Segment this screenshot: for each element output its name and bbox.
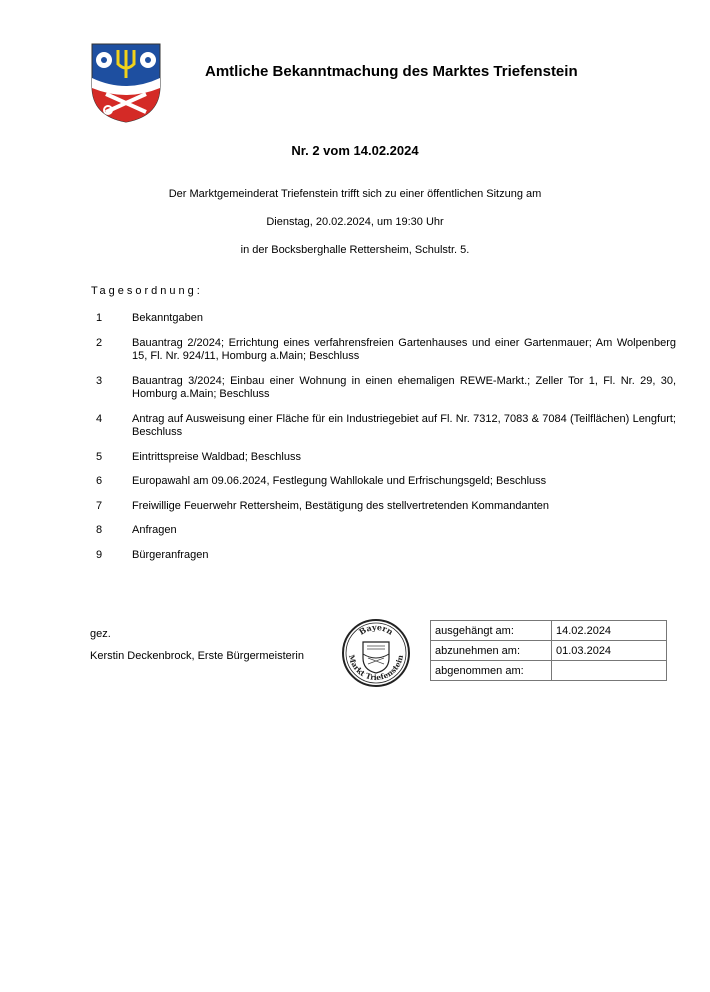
intro-line-2: Dienstag, 20.02.2024, um 19:30 Uhr <box>266 216 444 228</box>
agenda-item-text: Bekanntgaben <box>132 312 203 324</box>
agenda-item-number: 9 <box>96 548 103 561</box>
removed-on-value <box>552 661 667 681</box>
agenda-item-number: 4 <box>96 412 103 425</box>
remove-on-value: 01.03.2024 <box>552 641 667 661</box>
agenda-item-number: 3 <box>96 374 103 387</box>
seal-bottom-text: Markt Triefenstein <box>346 653 405 683</box>
removed-on-label: abgenommen am: <box>431 661 552 681</box>
agenda-item <box>96 451 676 465</box>
agenda-item-number: 8 <box>96 524 103 536</box>
agenda-item-text: Antrag auf Ausweisung einer Fläche für ein Industriegebiet auf Fl. Nr. 7312, 7083 & 7084 (Teilflächen) Lengfurt; Beschluss <box>132 412 676 438</box>
agenda-item-text: Anfragen <box>132 524 177 536</box>
agenda-list <box>96 312 676 573</box>
posting-record-table <box>430 620 667 681</box>
posted-on-label: ausgehängt am: <box>431 621 552 641</box>
agenda-item <box>96 524 676 538</box>
agenda-item <box>96 500 676 514</box>
agenda-item <box>96 337 676 364</box>
agenda-heading: Tagesordnung: <box>91 285 203 297</box>
document-title: Amtliche Bekanntmachung des Marktes Triefenstein <box>205 63 578 80</box>
official-seal-icon <box>341 618 411 688</box>
table-row <box>431 641 667 661</box>
agenda-item-text: Eintrittspreise Waldbad; Beschluss <box>132 450 301 463</box>
agenda-item-text: Bürgeranfragen <box>132 548 209 561</box>
table-row <box>431 661 667 681</box>
agenda-item <box>96 375 676 402</box>
agenda-item-number: 6 <box>96 475 103 487</box>
signatory-name: Kerstin Deckenbrock, Erste Bürgermeisterin <box>90 650 304 662</box>
agenda-item-number: 2 <box>96 336 103 349</box>
agenda-item <box>96 475 676 489</box>
intro-line-1: Der Marktgemeinderat Triefenstein trifft sich zu einer öffentlichen Sitzung am <box>168 188 542 200</box>
intro-line-3: in der Bocksberghalle Rettersheim, Schulstr. 5. <box>240 244 470 256</box>
coat-of-arms-icon <box>90 42 162 124</box>
signature-prefix: gez. <box>90 628 111 640</box>
announcement-number: Nr. 2 vom 14.02.2024 <box>291 143 419 158</box>
agenda-item-text: Freiwillige Feuerwehr Rettersheim, Bestätigung des stellvertretenden Kommandanten <box>132 499 549 512</box>
agenda-item-number: 1 <box>96 312 103 324</box>
agenda-item <box>96 549 676 563</box>
agenda-item-text: Europawahl am 09.06.2024, Festlegung Wahllokale und Erfrischungsgeld; Beschluss <box>132 475 547 487</box>
agenda-item <box>96 413 676 440</box>
seal-top-text: Bayern <box>357 621 396 637</box>
agenda-item-number: 5 <box>96 450 103 463</box>
posted-on-value: 14.02.2024 <box>552 621 667 641</box>
agenda-item-number: 7 <box>96 499 103 512</box>
agenda-item-text: Bauantrag 3/2024; Einbau einer Wohnung in einen ehemaligen REWE-Markt.; Zeller Tor 1, Fl. Nr. 29, 30, Homburg a.Main; Beschluss <box>132 374 676 400</box>
agenda-item-text: Bauantrag 2/2024; Errichtung eines verfahrensfreien Gartenhauses und einer Gartenmauer; Am Wolpenberg 15, Fl. Nr. 924/11, Homburg a.Main; Beschluss <box>132 336 676 362</box>
table-row <box>431 621 667 641</box>
agenda-item <box>96 312 676 326</box>
remove-on-label: abzunehmen am: <box>431 641 552 661</box>
